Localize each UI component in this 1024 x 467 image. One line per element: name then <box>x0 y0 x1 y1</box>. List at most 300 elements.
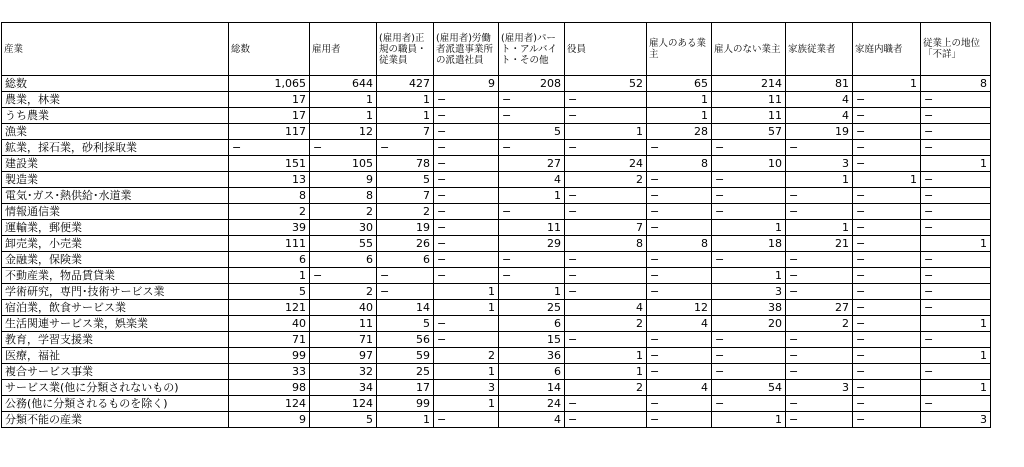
table-cell: − <box>712 364 786 380</box>
table-cell: 4 <box>499 412 565 428</box>
table-cell: 57 <box>712 124 786 140</box>
table-cell: 1 <box>647 92 712 108</box>
table-cell: 17 <box>377 380 434 396</box>
industry-label: 卸売業，小売業 <box>2 236 229 252</box>
table-cell: − <box>565 284 647 300</box>
table-row <box>2 364 991 380</box>
table-cell: 65 <box>647 76 712 92</box>
industry-label: 学術研究，専門･技術サービス業 <box>2 284 229 300</box>
table-cell: 4 <box>565 300 647 316</box>
table-row <box>2 284 991 300</box>
table-cell: 33 <box>229 364 310 380</box>
table-row <box>2 220 991 236</box>
table-cell: 2 <box>310 204 377 220</box>
table-cell: 19 <box>377 220 434 236</box>
column-header: 役員 <box>565 23 647 76</box>
table-cell: − <box>921 140 991 156</box>
table-cell: 4 <box>786 108 853 124</box>
table-cell: − <box>434 92 499 108</box>
table-cell: 5 <box>229 284 310 300</box>
table-cell: 208 <box>499 76 565 92</box>
table-cell: − <box>377 284 434 300</box>
table-cell: 3 <box>434 380 499 396</box>
table-cell: 6 <box>499 364 565 380</box>
table-cell: 52 <box>565 76 647 92</box>
table-cell: − <box>434 140 499 156</box>
table-cell: − <box>853 348 921 364</box>
table-cell: − <box>565 140 647 156</box>
table-cell: 3 <box>786 380 853 396</box>
industry-label: 教育，学習支援業 <box>2 332 229 348</box>
table-cell: − <box>499 268 565 284</box>
table-cell: − <box>647 348 712 364</box>
table-row <box>2 348 991 364</box>
table-cell: 4 <box>647 380 712 396</box>
table-cell: 36 <box>499 348 565 364</box>
table-row <box>2 316 991 332</box>
table-cell: 8 <box>310 188 377 204</box>
table-row <box>2 204 991 220</box>
table-cell: 117 <box>229 124 310 140</box>
column-header: 産業 <box>2 23 229 76</box>
table-row <box>2 108 991 124</box>
industry-label: 農業，林業 <box>2 92 229 108</box>
table-cell: − <box>647 364 712 380</box>
table-row <box>2 76 991 92</box>
table-cell: 21 <box>786 236 853 252</box>
table-cell: − <box>853 300 921 316</box>
table-cell: − <box>499 204 565 220</box>
table-cell: 99 <box>377 396 434 412</box>
table-cell: 78 <box>377 156 434 172</box>
column-header: 雇人のある業主 <box>647 23 712 76</box>
table-cell: 1 <box>434 300 499 316</box>
table-cell: − <box>565 396 647 412</box>
table-cell: 3 <box>712 284 786 300</box>
table-cell: 1 <box>853 76 921 92</box>
table-cell: − <box>853 236 921 252</box>
table-cell: 54 <box>712 380 786 396</box>
table-cell: 1 <box>310 108 377 124</box>
table-cell: 17 <box>229 108 310 124</box>
table-row <box>2 412 991 428</box>
table-cell: 11 <box>712 92 786 108</box>
table-cell: 1 <box>434 364 499 380</box>
table-cell: − <box>853 108 921 124</box>
table-cell: 39 <box>229 220 310 236</box>
table-cell: − <box>921 108 991 124</box>
table-cell: − <box>712 396 786 412</box>
table-cell: − <box>310 268 377 284</box>
table-cell: 1 <box>712 268 786 284</box>
table-cell: − <box>499 92 565 108</box>
table-cell: − <box>853 188 921 204</box>
table-cell: 9 <box>434 76 499 92</box>
table-cell: 56 <box>377 332 434 348</box>
table-cell: − <box>921 396 991 412</box>
column-header: 家族従業者 <box>786 23 853 76</box>
table-cell: 5 <box>377 316 434 332</box>
table-row <box>2 172 991 188</box>
table-cell: 1 <box>377 108 434 124</box>
table-cell: − <box>499 108 565 124</box>
table-cell: − <box>565 252 647 268</box>
industry-label: 電気･ガス･熱供給･水道業 <box>2 188 229 204</box>
table-cell: − <box>921 268 991 284</box>
table-cell: 24 <box>499 396 565 412</box>
table-cell: 121 <box>229 300 310 316</box>
table-cell: 25 <box>377 364 434 380</box>
table-cell: 4 <box>499 172 565 188</box>
table-cell: 1 <box>921 316 991 332</box>
table-cell: 2 <box>565 172 647 188</box>
table-cell: 5 <box>377 172 434 188</box>
table-cell: 1 <box>921 236 991 252</box>
column-header: 家庭内職者 <box>853 23 921 76</box>
table-cell: − <box>565 412 647 428</box>
table-cell: 6 <box>499 316 565 332</box>
table-cell: 9 <box>310 172 377 188</box>
table-cell: 71 <box>310 332 377 348</box>
table-cell: 17 <box>229 92 310 108</box>
table-cell: 1 <box>565 348 647 364</box>
table-cell: − <box>647 188 712 204</box>
table-cell: 644 <box>310 76 377 92</box>
table-cell: − <box>853 124 921 140</box>
table-cell: − <box>853 252 921 268</box>
table-cell: − <box>565 188 647 204</box>
table-cell: − <box>565 92 647 108</box>
table-cell: − <box>647 220 712 236</box>
table-cell: − <box>499 252 565 268</box>
table-cell: − <box>786 364 853 380</box>
table-cell: 29 <box>499 236 565 252</box>
table-cell: 105 <box>310 156 377 172</box>
column-header: 雇用者 <box>310 23 377 76</box>
table-cell: 13 <box>229 172 310 188</box>
table-cell: − <box>647 396 712 412</box>
industry-label: 運輸業，郵便業 <box>2 220 229 236</box>
table-cell: − <box>786 140 853 156</box>
table-cell: − <box>434 172 499 188</box>
table-cell: 11 <box>310 316 377 332</box>
table-cell: 12 <box>310 124 377 140</box>
table-cell: 1 <box>921 348 991 364</box>
table-cell: − <box>786 396 853 412</box>
table-cell: − <box>786 188 853 204</box>
industry-label: うち農業 <box>2 108 229 124</box>
table-cell: 10 <box>712 156 786 172</box>
industry-label: 宿泊業，飲食サービス業 <box>2 300 229 316</box>
table-cell: 2 <box>377 204 434 220</box>
table-cell: − <box>786 252 853 268</box>
table-cell: 111 <box>229 236 310 252</box>
table-cell: − <box>712 140 786 156</box>
table-cell: 1 <box>647 108 712 124</box>
table-cell: − <box>434 108 499 124</box>
industry-label: サービス業(他に分類されないもの) <box>2 380 229 396</box>
table-cell: − <box>434 236 499 252</box>
table-cell: − <box>853 316 921 332</box>
table-cell: − <box>786 332 853 348</box>
table-cell: − <box>853 284 921 300</box>
table-cell: − <box>434 220 499 236</box>
table-cell: 1 <box>565 124 647 140</box>
table-cell: − <box>853 396 921 412</box>
table-cell: 1 <box>786 172 853 188</box>
table-cell: 1 <box>712 412 786 428</box>
table-cell: 124 <box>229 396 310 412</box>
table-cell: − <box>853 412 921 428</box>
table-cell: 18 <box>712 236 786 252</box>
table-cell: 2 <box>786 316 853 332</box>
column-header: 雇人のない業主 <box>712 23 786 76</box>
table-cell: 55 <box>310 236 377 252</box>
table-cell: 8 <box>921 76 991 92</box>
table-cell: 14 <box>499 380 565 396</box>
table-cell: 1 <box>434 284 499 300</box>
employment-by-industry-table <box>1 22 991 428</box>
table-cell: 34 <box>310 380 377 396</box>
table-cell: 1 <box>712 220 786 236</box>
table-cell: 1 <box>499 284 565 300</box>
table-cell: − <box>921 124 991 140</box>
table-cell: 11 <box>499 220 565 236</box>
table-row <box>2 332 991 348</box>
table-cell: − <box>921 364 991 380</box>
column-header: (雇用者)正規の職員・従業員 <box>377 23 434 76</box>
table-cell: − <box>921 172 991 188</box>
table-cell: − <box>647 140 712 156</box>
table-cell: 1 <box>377 92 434 108</box>
table-cell: 1 <box>786 220 853 236</box>
table-cell: 30 <box>310 220 377 236</box>
table-cell: 151 <box>229 156 310 172</box>
table-cell: 1 <box>565 364 647 380</box>
table-cell: 1,065 <box>229 76 310 92</box>
table-cell: − <box>921 284 991 300</box>
table-cell: − <box>853 220 921 236</box>
table-cell: − <box>565 108 647 124</box>
table-cell: 2 <box>434 348 499 364</box>
table-cell: 25 <box>499 300 565 316</box>
table-cell: 6 <box>377 252 434 268</box>
table-cell: − <box>565 332 647 348</box>
table-cell: 1 <box>377 412 434 428</box>
table-cell: − <box>310 140 377 156</box>
table-cell: 3 <box>921 412 991 428</box>
table-cell: − <box>786 204 853 220</box>
table-cell: 7 <box>377 124 434 140</box>
table-cell: − <box>712 188 786 204</box>
column-header: (雇用者)労働者派遣事業所の派遣社員 <box>434 23 499 76</box>
table-cell: 6 <box>310 252 377 268</box>
table-cell: − <box>229 140 310 156</box>
industry-label: 公務(他に分類されるものを除く) <box>2 396 229 412</box>
table-cell: 27 <box>786 300 853 316</box>
table-cell: − <box>647 412 712 428</box>
table-cell: 427 <box>377 76 434 92</box>
table-cell: 40 <box>310 300 377 316</box>
table-row <box>2 396 991 412</box>
table-cell: − <box>434 316 499 332</box>
table-cell: 40 <box>229 316 310 332</box>
table-cell: − <box>921 252 991 268</box>
table-cell: 98 <box>229 380 310 396</box>
table-cell: − <box>434 156 499 172</box>
table-cell: − <box>921 92 991 108</box>
industry-label: 医療，福祉 <box>2 348 229 364</box>
table-row <box>2 92 991 108</box>
table-cell: 8 <box>229 188 310 204</box>
table-cell: 81 <box>786 76 853 92</box>
table-cell: − <box>647 332 712 348</box>
table-cell: − <box>921 332 991 348</box>
table-cell: − <box>712 348 786 364</box>
table-cell: 6 <box>229 252 310 268</box>
table-cell: 59 <box>377 348 434 364</box>
table-row <box>2 300 991 316</box>
table-cell: 214 <box>712 76 786 92</box>
table-cell: 15 <box>499 332 565 348</box>
table-cell: − <box>921 300 991 316</box>
table-cell: 11 <box>712 108 786 124</box>
table-cell: 8 <box>647 156 712 172</box>
table-cell: 1 <box>310 92 377 108</box>
table-cell: − <box>853 156 921 172</box>
table-cell: 1 <box>499 188 565 204</box>
table-cell: − <box>434 124 499 140</box>
table-cell: − <box>647 268 712 284</box>
table-cell: 124 <box>310 396 377 412</box>
column-header: 総数 <box>229 23 310 76</box>
table-cell: 1 <box>853 172 921 188</box>
table-cell: − <box>565 204 647 220</box>
table-cell: − <box>786 412 853 428</box>
industry-label: 複合サービス事業 <box>2 364 229 380</box>
table-cell: − <box>853 140 921 156</box>
table-cell: 7 <box>377 188 434 204</box>
table-cell: 5 <box>310 412 377 428</box>
industry-label: 金融業，保険業 <box>2 252 229 268</box>
table-cell: 19 <box>786 124 853 140</box>
industry-label: 生活関連サービス業，娯楽業 <box>2 316 229 332</box>
table-cell: 71 <box>229 332 310 348</box>
table-cell: − <box>712 252 786 268</box>
table-cell: − <box>786 268 853 284</box>
table-cell: − <box>853 364 921 380</box>
table-cell: − <box>921 204 991 220</box>
industry-label: 建設業 <box>2 156 229 172</box>
table-cell: − <box>434 252 499 268</box>
industry-label: 情報通信業 <box>2 204 229 220</box>
table-cell: − <box>712 204 786 220</box>
industry-label: 製造業 <box>2 172 229 188</box>
table-row <box>2 188 991 204</box>
table-cell: 1 <box>434 396 499 412</box>
table-row <box>2 268 991 284</box>
table-cell: 4 <box>786 92 853 108</box>
table-cell: 2 <box>229 204 310 220</box>
table-cell: 1 <box>229 268 310 284</box>
table-cell: 28 <box>647 124 712 140</box>
table-cell: − <box>853 204 921 220</box>
industry-label: 分類不能の産業 <box>2 412 229 428</box>
table-cell: − <box>377 140 434 156</box>
table-cell: 99 <box>229 348 310 364</box>
table-cell: − <box>712 172 786 188</box>
table-row <box>2 124 991 140</box>
table-cell: 38 <box>712 300 786 316</box>
table-cell: − <box>786 284 853 300</box>
table-cell: 1 <box>921 380 991 396</box>
table-cell: − <box>377 268 434 284</box>
table-cell: − <box>434 412 499 428</box>
table-cell: − <box>853 92 921 108</box>
column-header: (雇用者)パート・アルバイト・その他 <box>499 23 565 76</box>
table-cell: − <box>434 332 499 348</box>
table-cell: − <box>565 268 647 284</box>
industry-label: 鉱業，採石業，砂利採取業 <box>2 140 229 156</box>
table-cell: 97 <box>310 348 377 364</box>
table-cell: − <box>853 380 921 396</box>
table-cell: 26 <box>377 236 434 252</box>
table-cell: − <box>647 204 712 220</box>
header-row <box>2 23 991 76</box>
table-cell: 3 <box>786 156 853 172</box>
table-cell: 2 <box>310 284 377 300</box>
table-cell: − <box>647 252 712 268</box>
industry-label: 不動産業，物品賃貸業 <box>2 268 229 284</box>
table-cell: 7 <box>565 220 647 236</box>
table-cell: 5 <box>499 124 565 140</box>
table-cell: 12 <box>647 300 712 316</box>
table-cell: − <box>853 268 921 284</box>
table-cell: − <box>786 348 853 364</box>
table-cell: − <box>921 188 991 204</box>
table-cell: 32 <box>310 364 377 380</box>
table-cell: 4 <box>647 316 712 332</box>
table-cell: − <box>434 188 499 204</box>
industry-label: 漁業 <box>2 124 229 140</box>
table-cell: 9 <box>229 412 310 428</box>
table-cell: 27 <box>499 156 565 172</box>
table-cell: − <box>712 332 786 348</box>
table-cell: − <box>434 268 499 284</box>
table-cell: − <box>499 140 565 156</box>
table-row <box>2 380 991 396</box>
table-cell: 20 <box>712 316 786 332</box>
table-row <box>2 252 991 268</box>
column-header: 従業上の地位「不詳」 <box>921 23 991 76</box>
table-cell: − <box>647 172 712 188</box>
table-row <box>2 140 991 156</box>
table-cell: 2 <box>565 316 647 332</box>
table-cell: 24 <box>565 156 647 172</box>
table-cell: − <box>921 220 991 236</box>
table-row <box>2 156 991 172</box>
table-cell: 8 <box>647 236 712 252</box>
table-cell: 14 <box>377 300 434 316</box>
table-cell: − <box>434 204 499 220</box>
table-cell: 1 <box>921 156 991 172</box>
table-cell: 8 <box>565 236 647 252</box>
industry-label: 総数 <box>2 76 229 92</box>
table-cell: 2 <box>565 380 647 396</box>
table-cell: − <box>853 332 921 348</box>
table-row <box>2 236 991 252</box>
table-cell: − <box>647 284 712 300</box>
